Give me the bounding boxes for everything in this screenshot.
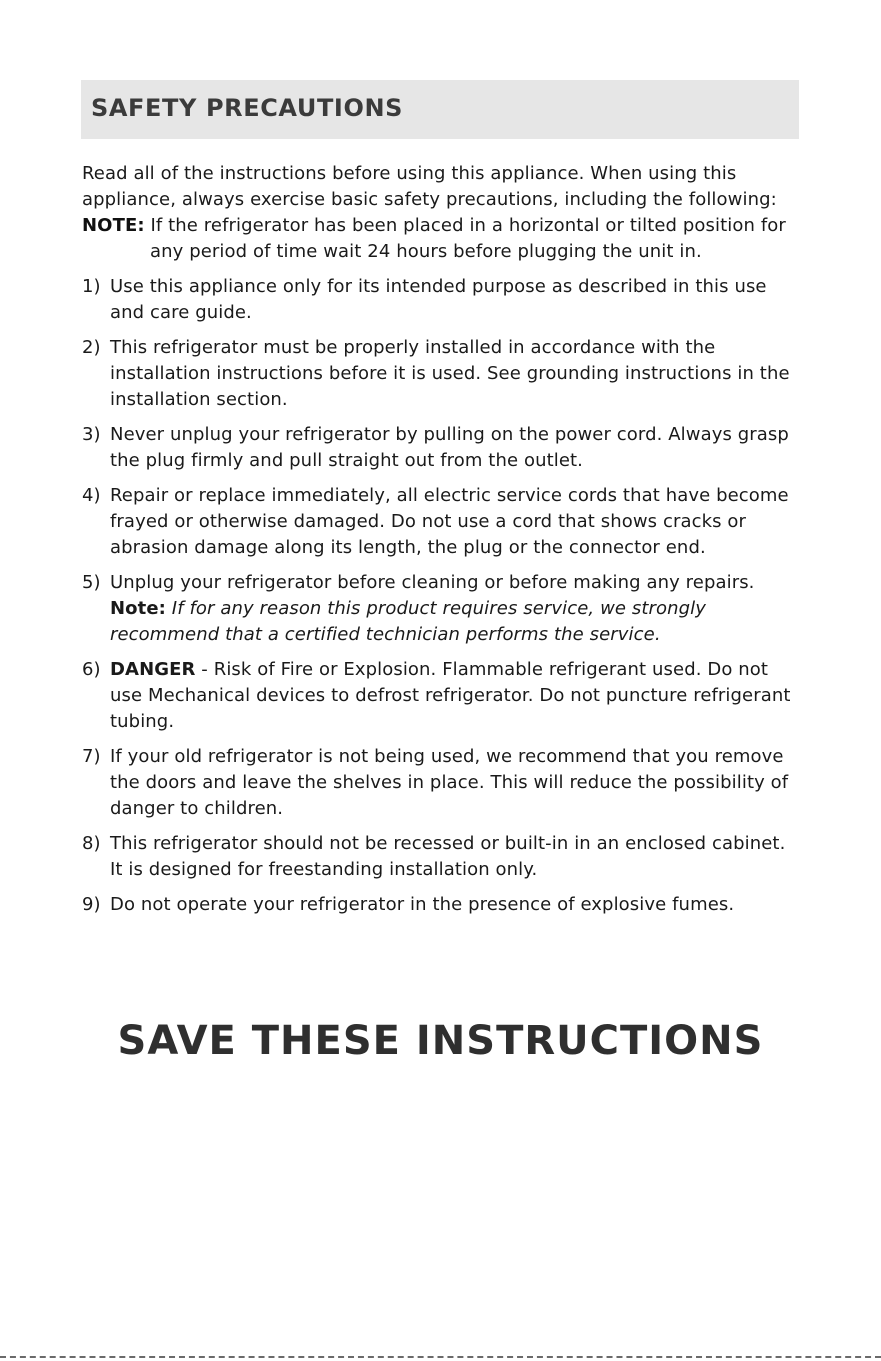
intro-paragraph: Read all of the instructions before using this appliance. When using this appliance, always exercise basic safety precautions, including the following:	[82, 163, 777, 210]
item-text: This refrigerator must be properly installed in accordance with the installation instructions before it is used. See grounding instructions in the installation section.	[110, 337, 790, 410]
item-number: 5)	[82, 572, 101, 593]
list-item	[82, 831, 802, 883]
item-text: Unplug your refrigerator before cleaning or before making any repairs.	[110, 572, 755, 593]
item-number: 7)	[82, 746, 101, 767]
item-number: 6)	[82, 659, 101, 680]
item-number: 3)	[82, 424, 101, 445]
danger-label: DANGER	[110, 659, 196, 680]
service-note-label: Note:	[110, 598, 166, 619]
list-item	[82, 892, 802, 918]
note-text: If the refrigerator has been placed in a horizontal or tilted position for any period of time wait 24 hours before plugging the unit in.	[144, 215, 786, 262]
item-number: 4)	[82, 485, 101, 506]
item-text: Never unplug your refrigerator by pulling on the power cord. Always grasp the plug firmly and pull straight out from the outlet.	[110, 424, 789, 471]
item-number: 9)	[82, 894, 101, 915]
service-note-text: If for any reason this product requires service, we strongly recommend that a certified technician performs the service.	[110, 598, 707, 645]
note-label: NOTE:	[82, 215, 145, 236]
item-text: Do not operate your refrigerator in the presence of explosive fumes.	[110, 894, 735, 915]
list-item	[82, 744, 802, 822]
service-note	[110, 596, 802, 648]
item-text: - Risk of Fire or Explosion. Flammable refrigerant used. Do not use Mechanical devices to defrost refrigerator. Do not puncture refrigerant tubing.	[110, 659, 791, 732]
list-item	[82, 657, 802, 735]
item-number: 1)	[82, 276, 101, 297]
item-text: This refrigerator should not be recessed or built-in in an enclosed cabinet. It is designed for freestanding installation only.	[110, 833, 786, 880]
list-item	[82, 570, 802, 648]
list-item	[82, 483, 802, 561]
page-title: SAFETY PRECAUTIONS	[91, 94, 404, 122]
save-instructions-heading: SAVE THESE INSTRUCTIONS	[117, 1018, 764, 1064]
list-item	[82, 274, 802, 326]
precautions-list	[82, 274, 802, 918]
section-header	[81, 80, 799, 139]
item-text: Use this appliance only for its intended purpose as described in this use and care guide.	[110, 276, 767, 323]
list-item	[82, 335, 802, 413]
note-paragraph	[82, 213, 802, 265]
item-text: If your old refrigerator is not being used, we recommend that you remove the doors and leave the shelves in place. This will reduce the possibility of danger to children.	[110, 746, 789, 819]
page-trim-line	[0, 1356, 881, 1358]
item-text: Repair or replace immediately, all electric service cords that have become frayed or otherwise damaged. Do not use a cord that shows cracks or abrasion damage along its length, the plug or the connector end.	[110, 485, 789, 558]
instructions-body	[82, 161, 802, 927]
item-number: 8)	[82, 833, 101, 854]
item-number: 2)	[82, 337, 101, 358]
list-item	[82, 422, 802, 474]
